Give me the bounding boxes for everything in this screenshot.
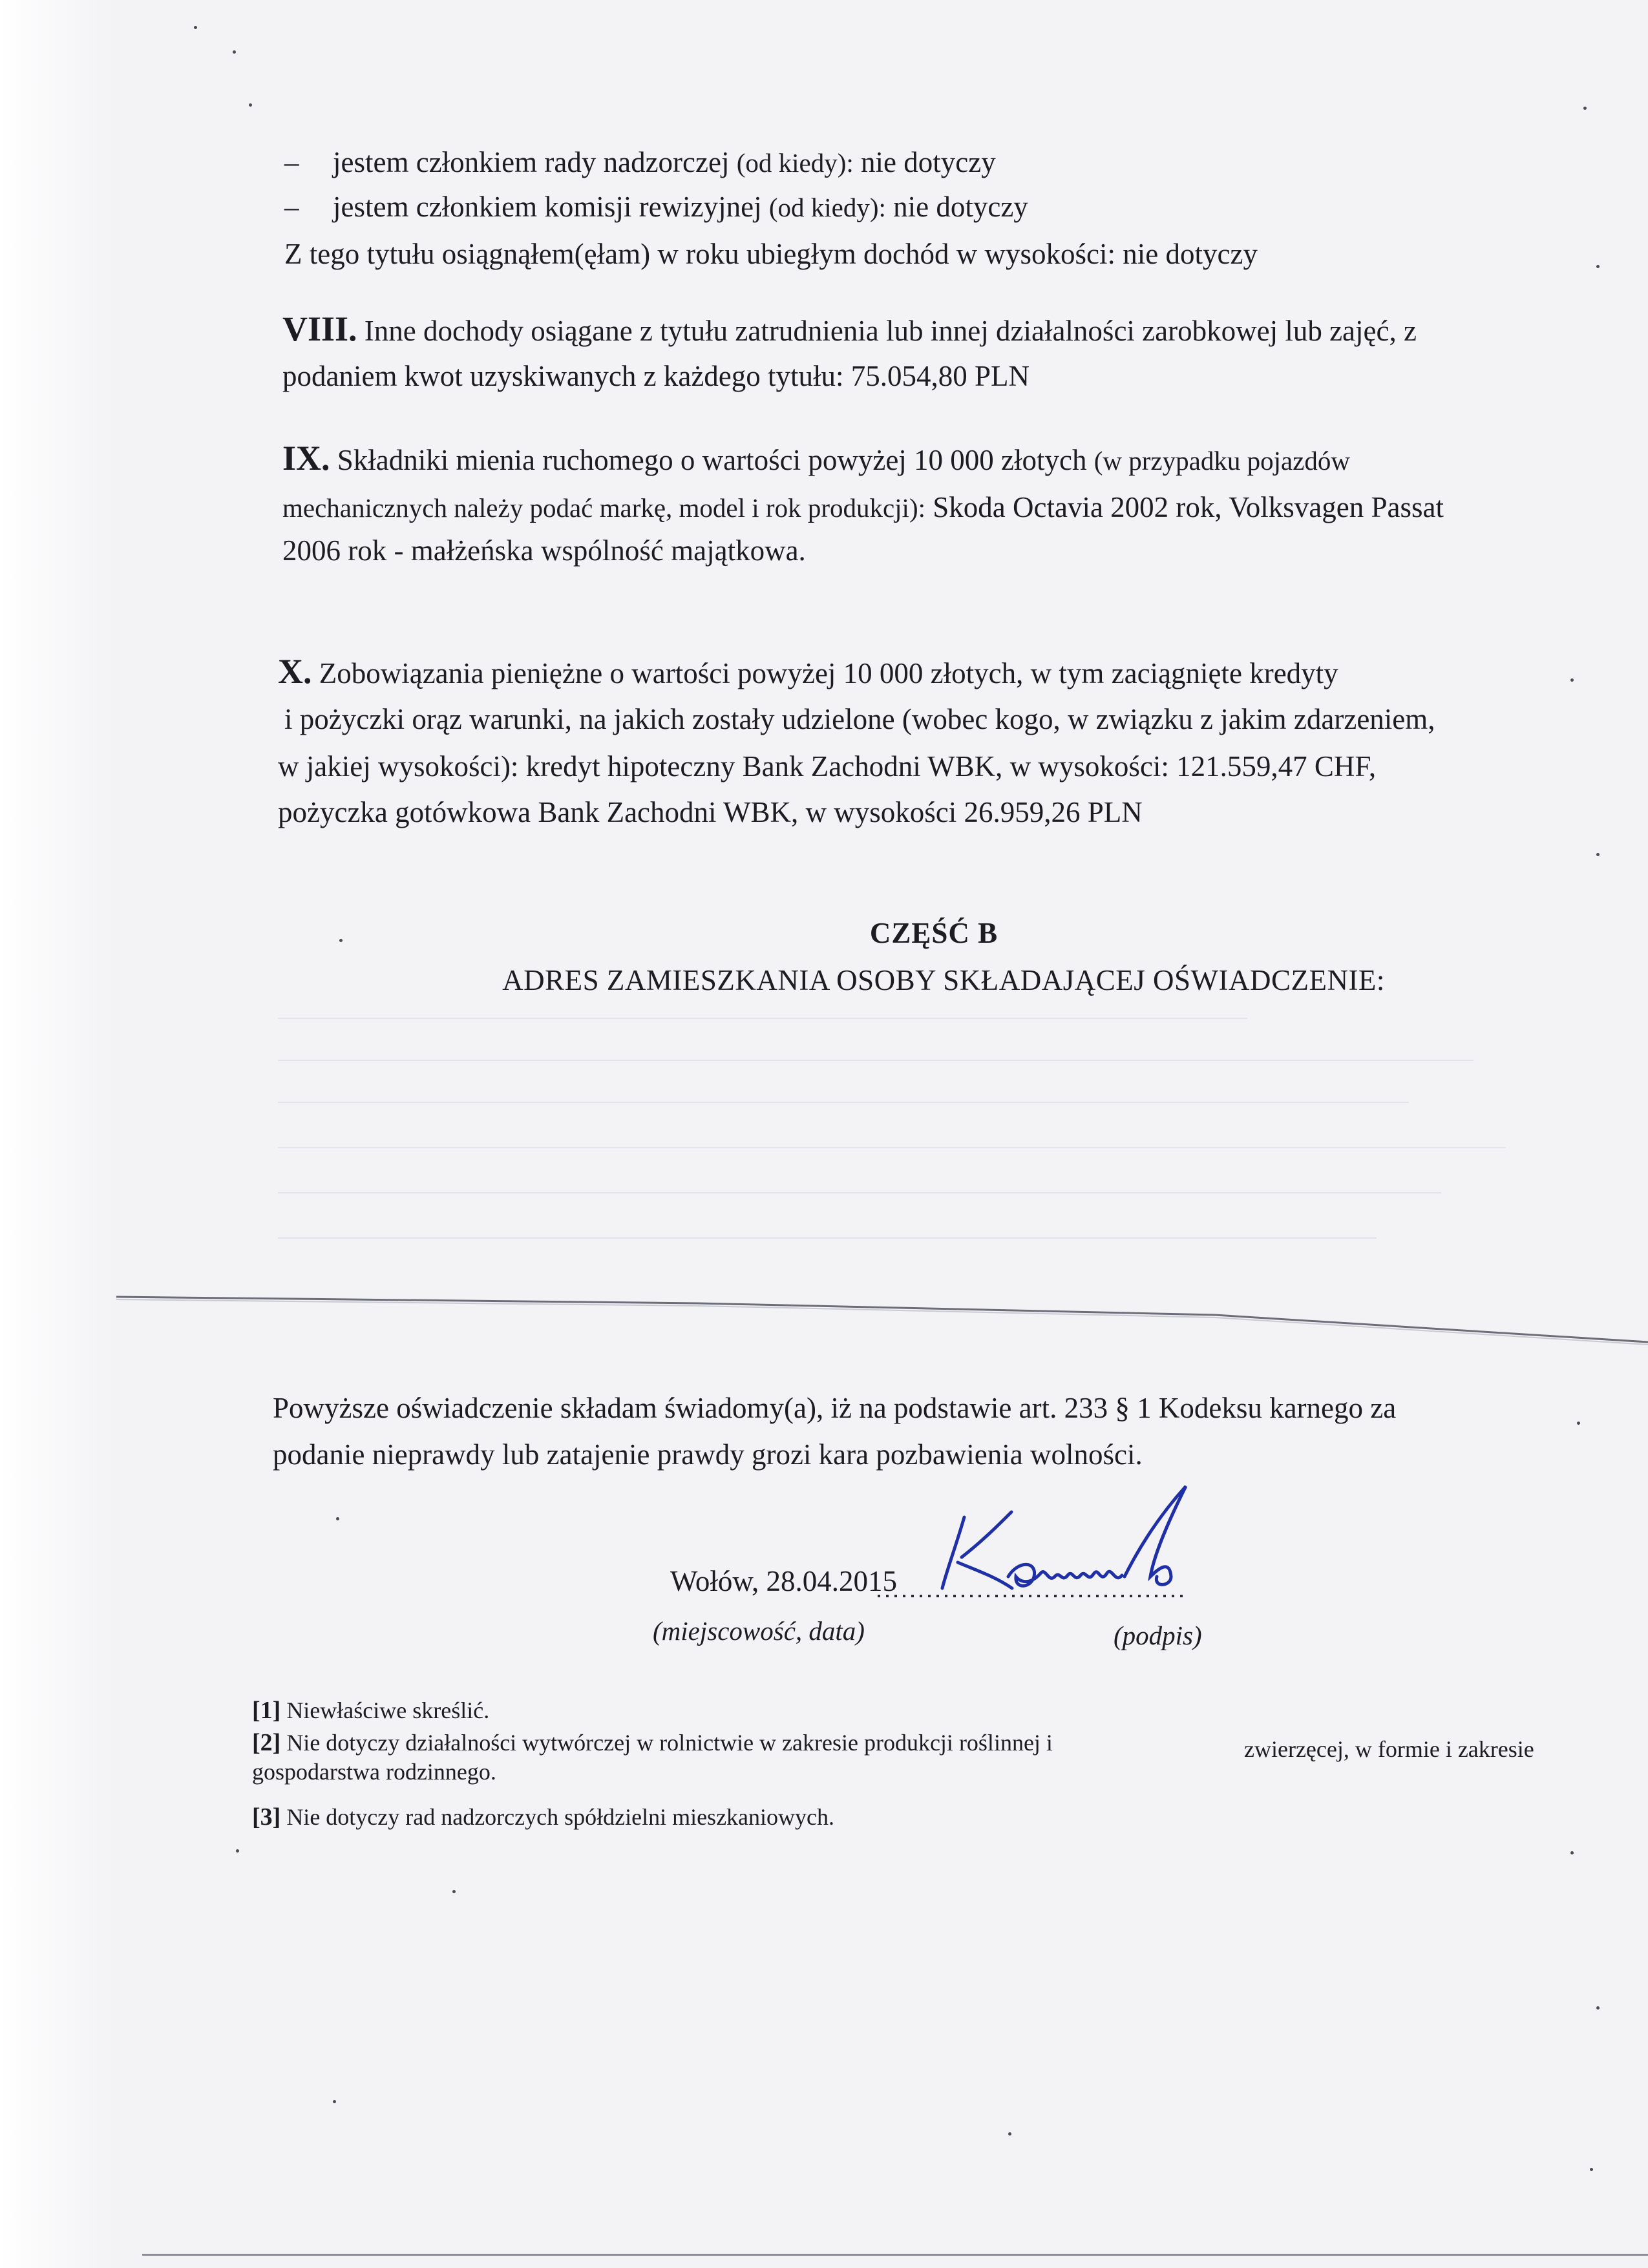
footnote-2-continuation: zwierzęcej, w formie i zakresie xyxy=(1244,1736,1534,1762)
section-x-line3: w jakiej wysokości): kredyt hipoteczny Bank Zachodni WBK, w wysokości: 121.559,47 CHF, xyxy=(278,750,1377,782)
footnote-2-line2: gospodarstwa rodzinnego. xyxy=(252,1759,496,1785)
scan-speck xyxy=(236,1849,239,1853)
scan-speck xyxy=(452,1890,456,1893)
footnote-3: [3] Nie dotyczy rad nadzorczych spółdzielni mieszkaniowych. xyxy=(252,1803,834,1831)
part-b-title: CZĘŚĆ B xyxy=(869,917,998,949)
income-statement-line: Z tego tytułu osiągnąłem(ęłam) w roku ubiegłym dochód w wysokości: nie dotyczy xyxy=(284,238,1258,270)
declaration-line2: podanie nieprawdy lub zatajenie prawdy grozi kara pozbawienia wolności. xyxy=(273,1438,1143,1471)
paper-fold-line xyxy=(116,1289,1648,1347)
page-bottom-edge xyxy=(142,2254,1648,2256)
footnote-1: [1] Niewłaściwe skreślić. xyxy=(252,1697,490,1724)
place-date-caption: (miejscowość, data) xyxy=(653,1616,865,1646)
scan-speck xyxy=(1583,107,1587,110)
scan-speck xyxy=(249,103,252,107)
footnote-2: [2] Nie dotyczy działalności wytwórczej w rolnictwie w zakresie produkcji roślinnej i xyxy=(252,1729,1053,1756)
section-x-line4: pożyczka gotówkowa Bank Zachodni WBK, w wysokości 26.959,26 PLN xyxy=(278,796,1143,828)
scan-speck xyxy=(1590,2168,1593,2171)
scan-page-edge xyxy=(0,0,116,2268)
scan-speck xyxy=(1570,1851,1574,1854)
section-ix-line1: IX. Składniki mienia ruchomego o wartości powyżej 10 000 złotych (w przypadku pojazdów xyxy=(282,439,1350,478)
scan-speck xyxy=(1596,265,1600,268)
show-through-line xyxy=(278,1147,1506,1148)
show-through-line xyxy=(278,1060,1474,1061)
show-through-line xyxy=(278,1192,1441,1193)
scan-speck xyxy=(336,1517,339,1520)
part-b-subtitle: ADRES ZAMIESZKANIA OSOBY SKŁADAJĄCEJ OŚWIADCZENIE: xyxy=(502,964,1385,996)
scan-speck xyxy=(1596,2006,1600,2010)
scan-speck xyxy=(1008,2132,1011,2136)
scan-speck xyxy=(233,50,236,54)
place-date: Wołów, 28.04.2015 xyxy=(670,1565,897,1597)
scan-speck xyxy=(194,26,197,29)
section-x-line1: X. Zobowiązania pieniężne o wartości powyżej 10 000 złotych, w tym zaciągnięte kredyty xyxy=(278,652,1338,691)
section-number: IX. xyxy=(282,439,330,478)
show-through-line xyxy=(278,1018,1247,1019)
section-viii-line1: VIII. Inne dochody osiągane z tytułu zatrudnienia lub innej działalności zarobkowej lub zajęć, z xyxy=(282,310,1417,348)
signature-caption: (podpis) xyxy=(1114,1621,1202,1650)
scan-speck xyxy=(1596,853,1600,856)
scan-speck xyxy=(339,939,343,942)
declaration-line1: Powyższe oświadczenie składam świadomy(a), iż na podstawie art. 233 § 1 Kodeksu karnego za xyxy=(273,1392,1397,1424)
section-x-line2: i pożyczki orąz warunki, na jakich zostały udzielone (wobec kogo, w związku z jakim zdarzeniem, xyxy=(284,703,1435,735)
handwritten-signature xyxy=(931,1480,1202,1602)
scan-speck xyxy=(1577,1422,1580,1425)
show-through-line xyxy=(278,1237,1377,1239)
section-ix-line2: mechanicznych należy podać markę, model i rok produkcji): Skoda Octavia 2002 rok, Volksvagen Passat xyxy=(282,491,1444,523)
scan-speck xyxy=(333,2100,336,2103)
section-number: X. xyxy=(278,652,312,691)
section-ix-line3: 2006 rok - małżeńska wspólność majątkowa. xyxy=(282,534,806,567)
section-number: VIII. xyxy=(282,310,357,348)
scan-speck xyxy=(1570,678,1574,682)
list-item-rada-nadzorcza: – jestem członkiem rady nadzorczej (od kiedy): nie dotyczy xyxy=(284,146,996,178)
show-through-line xyxy=(278,1102,1409,1103)
section-viii-line2: podaniem kwot uzyskiwanych z każdego tytułu: 75.054,80 PLN xyxy=(282,360,1030,392)
list-item-komisja-rewizyjna: – jestem członkiem komisji rewizyjnej (od kiedy): nie dotyczy xyxy=(284,191,1028,223)
